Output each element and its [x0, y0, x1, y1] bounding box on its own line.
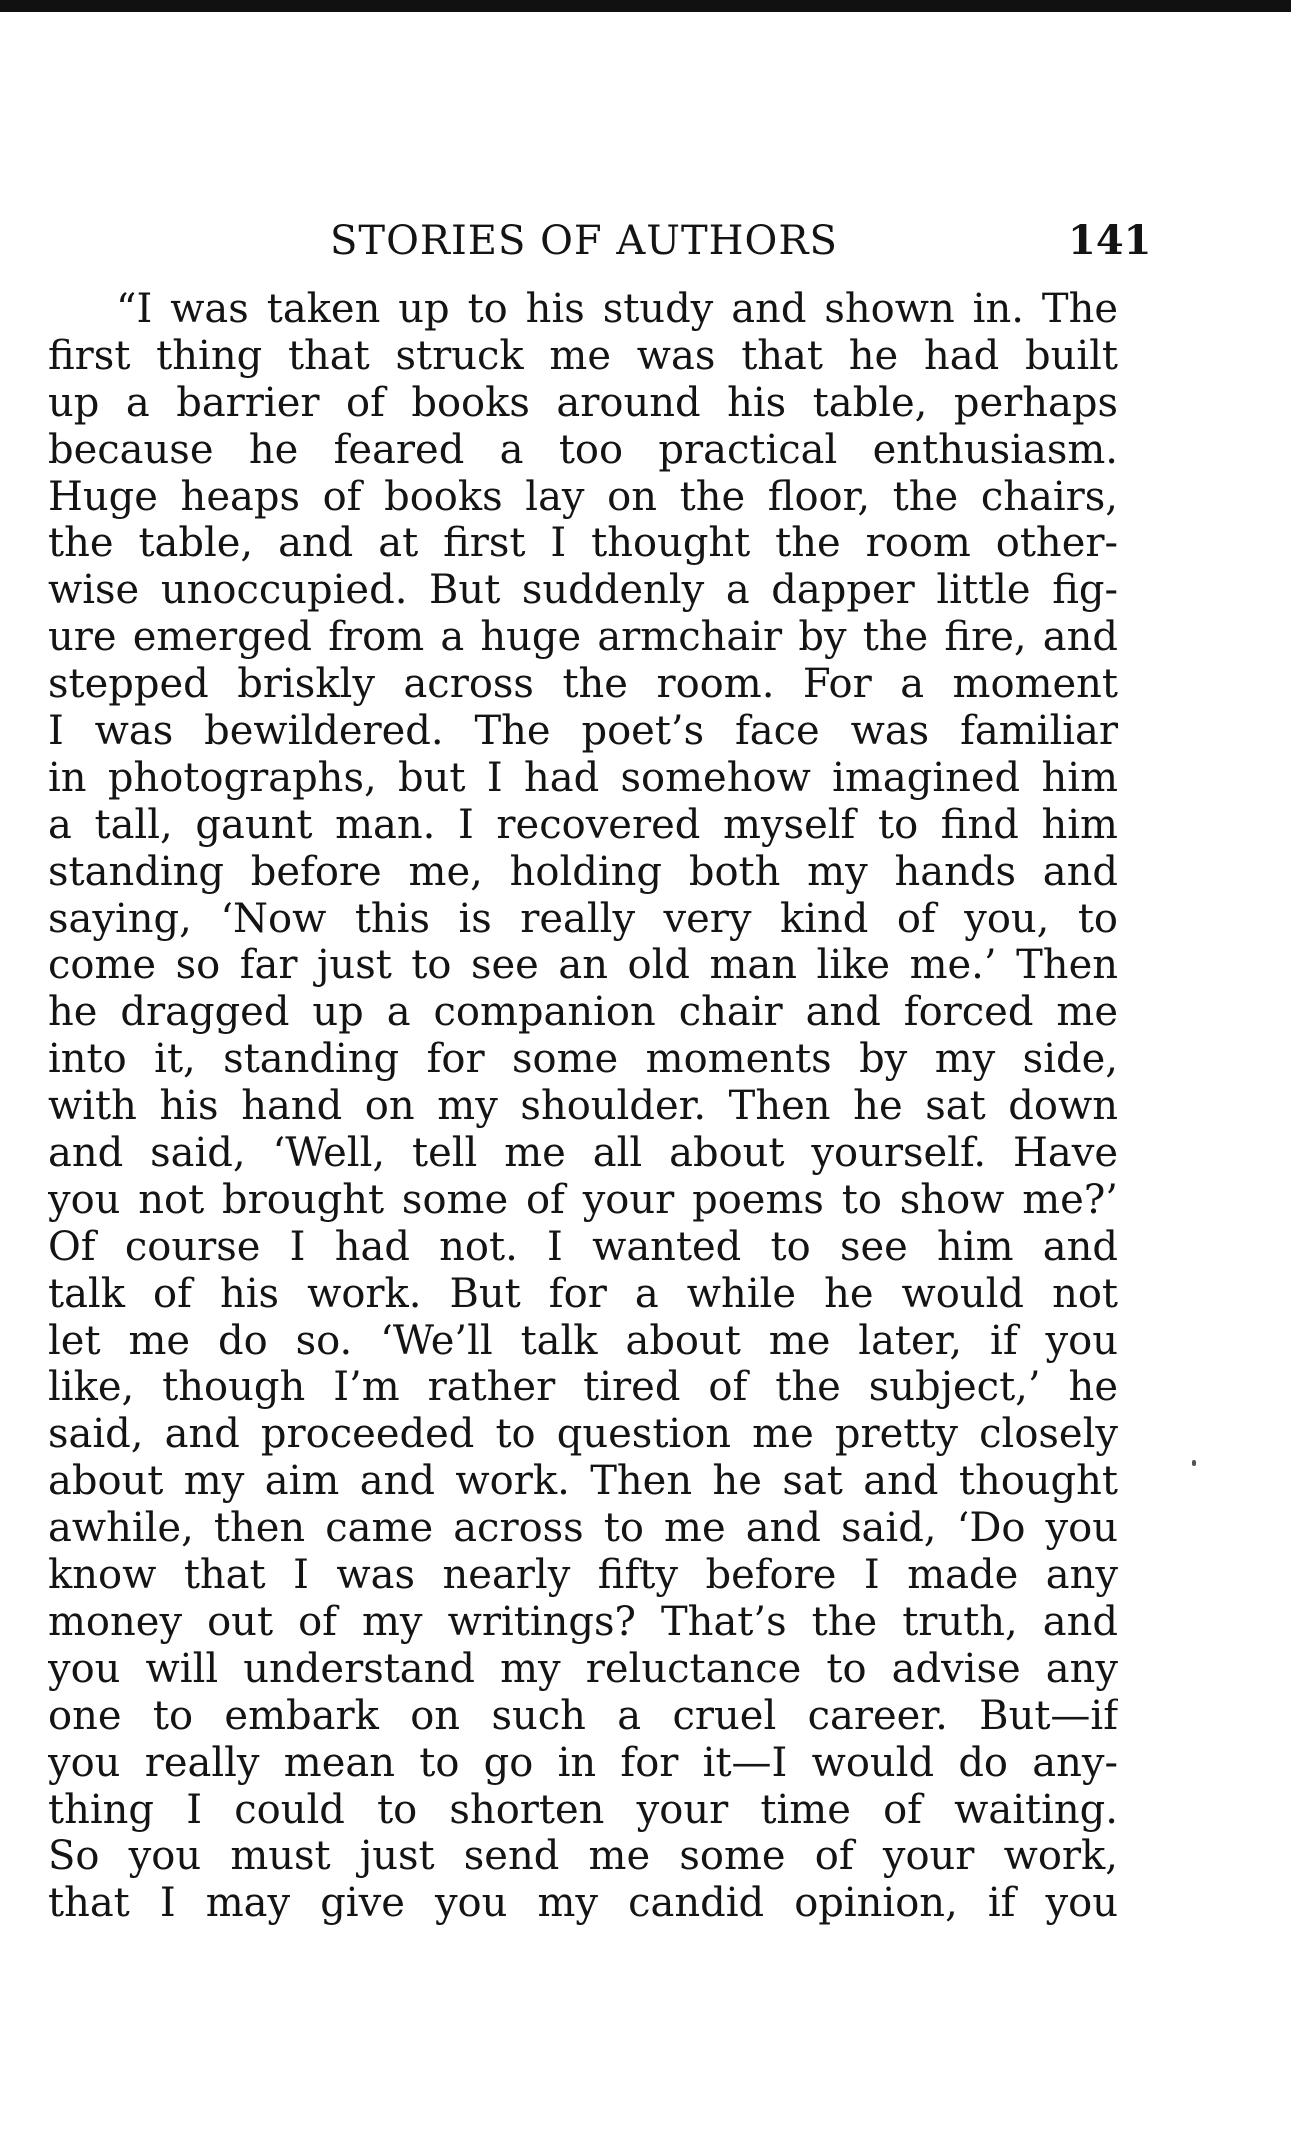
- text-line: “I was taken up to his study and shown in. The: [116, 286, 1118, 332]
- text-line: So you must just send me some of your work,: [48, 1833, 1118, 1880]
- text-line: first thing that struck me was that he had built: [48, 332, 1118, 379]
- text-line: talk of his work. But for a while he would not: [48, 1270, 1118, 1317]
- top-edge-rule: [0, 0, 1291, 12]
- text-line: wise unoccupied. But suddenly a dapper little fig-: [48, 567, 1118, 614]
- text-line: saying, ‘Now this is really very kind of you, to: [48, 895, 1118, 942]
- text-line: you not brought some of your poems to show me?’: [48, 1176, 1118, 1223]
- text-line: thing I could to shorten your time of waiting.: [48, 1786, 1118, 1833]
- text-line: a tall, gaunt man. I recovered myself to find him: [48, 801, 1118, 848]
- text-line: let me do so. ‘We’ll talk about me later, if you: [48, 1317, 1118, 1364]
- page-number: 141: [1068, 217, 1152, 264]
- text-line: with his hand on my shoulder. Then he sat down: [48, 1083, 1118, 1130]
- text-line: about my aim and work. Then he sat and thought: [48, 1458, 1118, 1505]
- text-line: because he feared a too practical enthusiasm.: [48, 426, 1118, 473]
- text-line: like, though I’m rather tired of the subject,’ he: [48, 1364, 1118, 1411]
- text-line: Huge heaps of books lay on the floor, the chairs,: [48, 473, 1118, 520]
- running-head: STORIES OF AUTHORS: [330, 218, 838, 264]
- body-text: [48, 286, 1118, 1927]
- text-line: said, and proceeded to question me pretty closely: [48, 1411, 1118, 1458]
- text-line: standing before me, holding both my hands and: [48, 848, 1118, 895]
- text-line: awhile, then came across to me and said, ‘Do you: [48, 1505, 1118, 1552]
- text-line: that I may give you my candid opinion, if you: [48, 1880, 1118, 1927]
- text-line: Of course I had not. I wanted to see him and: [48, 1223, 1118, 1270]
- text-line: ure emerged from a huge armchair by the fire, and: [48, 614, 1118, 661]
- text-line: stepped briskly across the room. For a moment: [48, 661, 1118, 708]
- text-line: know that I was nearly fifty before I made any: [48, 1552, 1118, 1599]
- text-line: up a barrier of books around his table, perhaps: [48, 379, 1118, 426]
- text-line: I was bewildered. The poet’s face was familiar: [48, 708, 1118, 755]
- text-line: you will understand my reluctance to advise any: [48, 1645, 1118, 1692]
- text-line: into it, standing for some moments by my side,: [48, 1036, 1118, 1083]
- ink-speck: [1192, 1460, 1196, 1466]
- text-line: the table, and at first I thought the room other-: [48, 520, 1118, 567]
- text-line: money out of my writings? That’s the truth, and: [48, 1598, 1118, 1645]
- text-line: in photographs, but I had somehow imagined him: [48, 754, 1118, 801]
- text-line: one to embark on such a cruel career. But—if: [48, 1692, 1118, 1739]
- text-line: come so far just to see an old man like me.’ Then: [48, 942, 1118, 989]
- text-line: and said, ‘Well, tell me all about yourself. Have: [48, 1130, 1118, 1177]
- text-line: you really mean to go in for it—I would do any-: [48, 1739, 1118, 1786]
- text-line: he dragged up a companion chair and forced me: [48, 989, 1118, 1036]
